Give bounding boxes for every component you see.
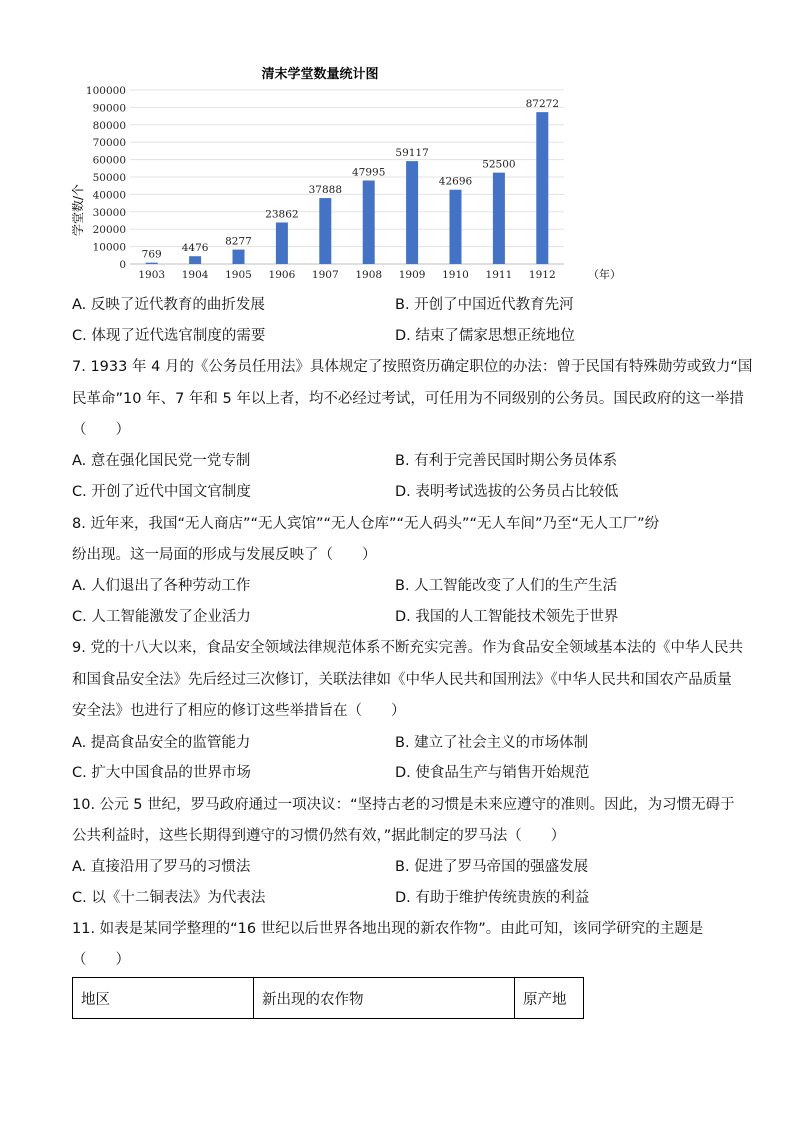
q8-option-b[interactable]: B. 人工智能改变了人们的生产生活 [395, 578, 618, 594]
q6-option-b[interactable]: B. 开创了中国近代教育先河 [395, 297, 574, 313]
q10-option-a[interactable]: A. 直接沿用了罗马的习惯法 [72, 859, 251, 875]
q10-option-d[interactable]: D. 有助于维护传统贵族的利益 [395, 890, 590, 906]
y-tick-label: 20000 [92, 224, 126, 237]
bar-chart [64, 62, 624, 284]
x-tick-label: 1911 [485, 269, 513, 281]
x-tick-label: 1906 [268, 269, 296, 281]
q8-option-a[interactable]: A. 人们退出了各种劳动工作 [72, 578, 251, 594]
table-header-region: 地区 [73, 978, 254, 1019]
q7-option-a[interactable]: A. 意在强化国民党一党专制 [72, 453, 251, 469]
q10-option-c[interactable]: C. 以《十二铜表法》为代表法 [72, 890, 266, 906]
y-axis [86, 85, 126, 271]
q8-stem-line-1: 8. 近年来，我国“无人商店”“无人宾馆”“无人仓库”“无人码头”“无人车间”乃至“无人工厂”纷 [72, 516, 660, 532]
q11-stem-line-1: 11. 如表是某同学整理的“16 世纪以后世界各地出现的新农作物”。由此可知，该同学研究的主题是 [72, 921, 704, 937]
x-tick-label: 1904 [181, 269, 209, 281]
q9-stem-line-2: 和国食品安全法》先后经过三次修订，关联法律如《中华人民共和国刑法》《中华人民共和国农产品质量 [72, 672, 732, 688]
data-label: 4476 [181, 242, 209, 255]
bar [406, 161, 418, 264]
y-tick-label: 70000 [92, 137, 126, 150]
bar [276, 222, 288, 264]
data-label: 769 [141, 248, 162, 261]
q6-option-a[interactable]: A. 反映了近代教育的曲折发展 [72, 297, 265, 313]
y-tick-label: 0 [119, 259, 126, 271]
x-tick-label: 1908 [355, 269, 383, 281]
x-tick-label: 1903 [138, 269, 166, 281]
x-tick-label: 1912 [528, 269, 556, 281]
x-axis [138, 269, 555, 281]
bars [142, 98, 559, 264]
x-tick-label: 1907 [311, 269, 339, 281]
data-label: 8277 [225, 235, 252, 248]
x-axis-unit: （年） [588, 268, 621, 281]
table-header-origin: 原产地 [515, 978, 584, 1019]
data-label: 59117 [395, 147, 429, 160]
q9-option-b[interactable]: B. 建立了社会主义的市场体制 [395, 735, 589, 751]
q7-option-d[interactable]: D. 表明考试选拔的公务员占比较低 [395, 484, 619, 500]
q9-stem-line-1: 9. 党的十八大以来，食品安全领域法律规范体系不断充实完善。作为食品安全领域基本法的《中华人民共 [72, 640, 743, 656]
y-tick-label: 60000 [92, 154, 126, 167]
q6-option-c[interactable]: C. 体现了近代选官制度的需要 [72, 328, 266, 344]
data-label: 42696 [438, 175, 473, 188]
x-tick-label: 1909 [398, 269, 426, 281]
q7-stem-line-2: 民革命”10 年、7 年和 5 年以上者，均不必经过考试，可任用为不同级别的公务员。国民政府的这一举措 [72, 391, 744, 407]
data-label: 47995 [351, 166, 386, 179]
crops-table [72, 977, 584, 1019]
bar [363, 180, 375, 264]
bar [233, 250, 245, 264]
bar [493, 173, 505, 264]
q10-stem-line-1: 10. 公元 5 世纪，罗马政府通过一项决议：“坚持古老的习惯是未来应遵守的准则。因此，为习惯无碍于 [72, 797, 735, 813]
data-label: 87272 [525, 98, 560, 111]
table-header-new-crops: 新出现的农作物 [254, 978, 515, 1019]
y-tick-label: 80000 [92, 119, 126, 132]
y-tick-label: 50000 [92, 172, 126, 184]
table-header-row [73, 978, 584, 1019]
q10-option-b[interactable]: B. 促进了罗马帝国的强盛发展 [395, 859, 589, 875]
q8-option-d[interactable]: D. 我国的人工智能技术领先于世界 [395, 609, 619, 625]
q9-option-a[interactable]: A. 提高食品安全的监管能力 [72, 735, 251, 751]
q6-option-d[interactable]: D. 结束了儒家思想正统地位 [395, 328, 575, 344]
y-tick-label: 40000 [92, 189, 126, 202]
data-label: 37888 [308, 184, 343, 197]
y-axis-label: 学堂数/个 [71, 183, 85, 237]
q9-stem-line-3: 安全法》也进行了相应的修订这些举措旨在（ ） [72, 703, 406, 719]
q9-option-c[interactable]: C. 扩大中国食品的世界市场 [72, 765, 251, 781]
q11-answer-blank: （ ） [72, 952, 130, 968]
q7-option-c[interactable]: C. 开创了近代中国文官制度 [72, 484, 251, 500]
y-tick-label: 90000 [92, 102, 126, 115]
q7-answer-blank: （ ） [72, 422, 130, 438]
bar [450, 190, 462, 264]
y-tick-label: 10000 [92, 241, 126, 254]
q7-option-b[interactable]: B. 有利于完善民国时期公务员体系 [395, 453, 618, 469]
bar [319, 198, 331, 264]
x-tick-label: 1905 [225, 269, 252, 281]
q8-option-c[interactable]: C. 人工智能激发了企业活力 [72, 609, 251, 625]
data-label: 23862 [265, 208, 299, 221]
bar [536, 112, 548, 264]
q9-option-d[interactable]: D. 使食品生产与销售开始规范 [395, 765, 590, 781]
bar [146, 263, 158, 264]
y-tick-label: 30000 [92, 206, 126, 219]
q7-stem-line-1: 7. 1933 年 4 月的《公务员任用法》具体规定了按照资历确定职位的办法：曾于民国有特殊勋劳或致力“国 [72, 359, 753, 375]
x-tick-label: 1910 [442, 269, 469, 281]
chart-title: 清末学堂数量统计图 [261, 67, 379, 82]
q10-stem-line-2: 公共利益时，这些长期得到遵守的习惯仍然有效，”据此制定的罗马法（ ） [72, 828, 566, 844]
q8-stem-line-2: 纷出现。这一局面的形成与发展反映了（ ） [72, 547, 377, 563]
y-tick-label: 100000 [85, 85, 126, 97]
data-label: 52500 [482, 158, 516, 171]
bar [189, 256, 201, 264]
